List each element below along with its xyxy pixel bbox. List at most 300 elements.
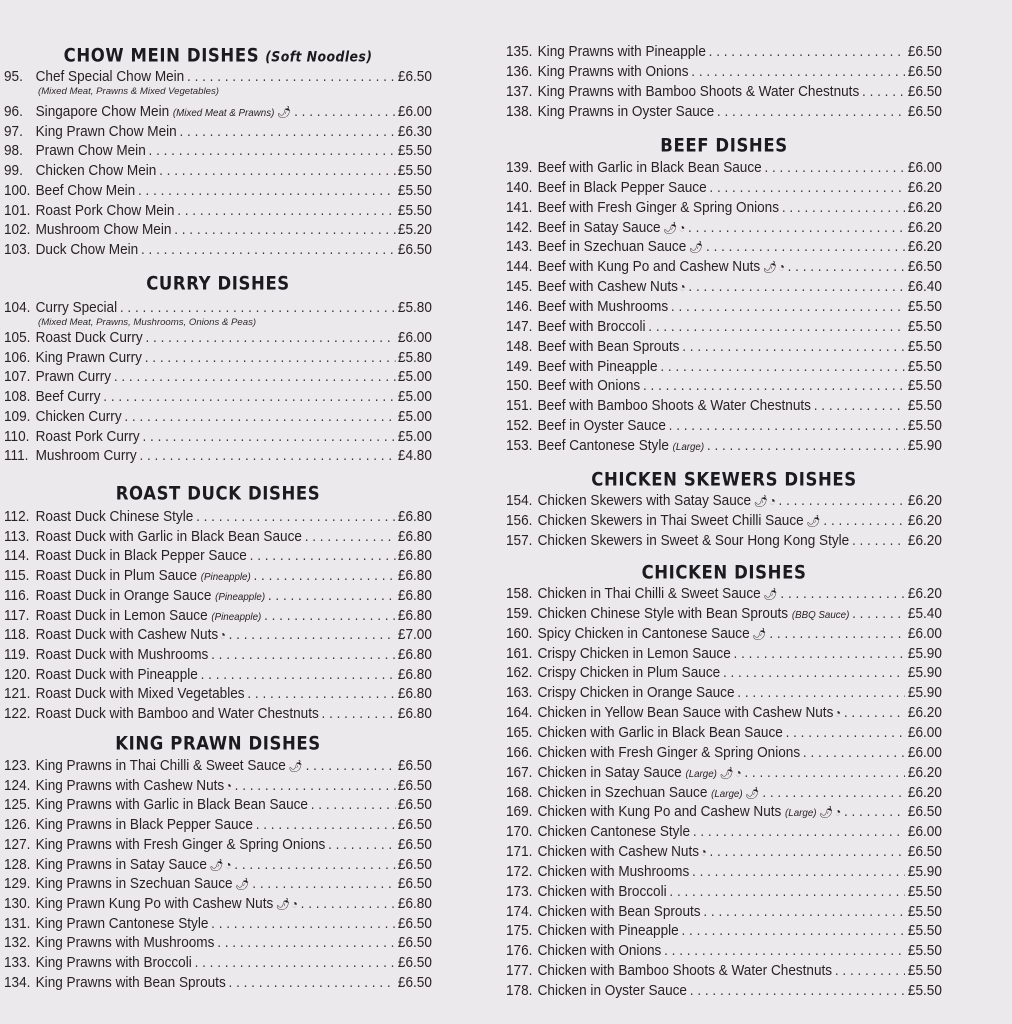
item-price: £5.50 <box>907 983 942 999</box>
menu-item <box>4 367 432 387</box>
item-number: 109. <box>4 408 31 425</box>
dot-leader <box>159 161 395 181</box>
menu-item <box>4 298 432 318</box>
dot-leader <box>669 416 905 436</box>
dot-leader <box>235 776 395 796</box>
menu-item <box>4 427 432 447</box>
dot-leader <box>103 387 395 407</box>
chili-icon: 🌶 <box>762 260 778 275</box>
nut-icon: ◔ <box>834 805 842 820</box>
dot-leader <box>664 941 905 961</box>
item-note: (Large) <box>685 767 717 780</box>
menu-item <box>4 914 432 934</box>
menu-item <box>506 511 942 531</box>
chili-icon: 🌶 <box>209 857 224 872</box>
dot-leader <box>195 953 396 973</box>
item-number: 116. <box>4 587 30 604</box>
nut-icon: ◔ <box>699 845 707 860</box>
item-price: £6.20 <box>907 493 942 509</box>
menu-item <box>506 961 942 981</box>
menu-item <box>506 644 942 664</box>
item-name: Chicken Curry <box>35 408 122 425</box>
item-price: £6.00 <box>907 824 942 841</box>
item-price: £6.80 <box>397 666 432 683</box>
menu-item <box>506 842 942 862</box>
menu-item <box>4 122 432 142</box>
item-number: 108. <box>4 389 31 406</box>
dot-leader <box>691 62 905 82</box>
item-name: Chicken Skewers with Satay Sauce <box>537 493 752 509</box>
item-price: £5.50 <box>397 143 432 160</box>
item-name: Spicy Chicken in Cantonese Sauce <box>537 625 750 642</box>
item-number: 132. <box>4 935 31 952</box>
dot-leader <box>146 328 396 348</box>
section-title: CURRY DISHES <box>146 272 290 295</box>
item-name: Chicken Chow Mein <box>35 163 157 180</box>
dot-leader <box>120 298 395 318</box>
item-name: Beef with Fresh Ginger & Spring Onions <box>537 199 780 216</box>
item-price: £6.50 <box>397 974 432 991</box>
dot-leader <box>681 921 905 941</box>
item-number: 153. <box>506 437 533 454</box>
item-number: 113. <box>4 528 30 545</box>
nut-icon: ◔ <box>778 260 785 275</box>
menu-item <box>506 297 942 317</box>
item-number: 100. <box>4 182 31 199</box>
dot-leader <box>671 297 905 317</box>
item-number: 173. <box>506 883 533 900</box>
item-name: Prawn Chow Mein <box>35 143 146 160</box>
item-price: £6.80 <box>397 548 432 565</box>
menu-item <box>4 181 432 201</box>
menu-item <box>4 625 432 645</box>
menu-item <box>506 783 942 803</box>
item-price: £6.50 <box>397 836 432 853</box>
item-price: £6.20 <box>907 586 942 602</box>
item-price: £6.00 <box>397 330 432 346</box>
item-number: 178. <box>506 983 533 999</box>
menu-item <box>4 815 432 835</box>
dot-leader <box>264 606 395 626</box>
item-name: Beef with Pineapple <box>537 358 658 375</box>
item-name: Singapore Chow Mein <box>35 104 170 120</box>
item-name: Chicken with Bean Sprouts <box>537 903 701 920</box>
menu-item <box>506 62 942 82</box>
item-price: £5.50 <box>397 182 432 199</box>
dot-leader <box>780 584 905 604</box>
menu-item <box>4 795 432 815</box>
item-number: 114. <box>4 548 30 565</box>
section-title: BEEF DISHES <box>660 134 788 157</box>
item-price: £6.20 <box>907 239 942 256</box>
menu-item <box>506 941 942 961</box>
item-price: £6.50 <box>907 259 942 276</box>
dot-leader <box>762 783 905 803</box>
menu-item <box>506 218 942 238</box>
dot-leader <box>187 67 395 87</box>
dot-leader <box>744 763 905 783</box>
item-price: £7.00 <box>397 627 432 644</box>
item-name: King Prawn Curry <box>35 349 142 366</box>
item-price: £5.50 <box>907 378 942 395</box>
menu-item <box>4 328 432 348</box>
item-number: 162. <box>506 665 533 682</box>
menu-item <box>506 902 942 922</box>
item-price: £6.20 <box>907 219 942 236</box>
item-name: Chicken with Mushrooms <box>537 863 690 880</box>
item-number: 140. <box>506 179 533 196</box>
item-number: 137. <box>506 83 533 100</box>
menu-item <box>4 446 432 466</box>
dot-leader <box>779 491 906 511</box>
menu-item <box>4 665 432 685</box>
item-number: 168. <box>506 784 533 801</box>
item-price: £6.50 <box>397 955 432 971</box>
dot-leader <box>322 704 396 724</box>
item-price: £5.40 <box>907 605 942 622</box>
item-number: 154. <box>506 493 533 509</box>
item-number: 104. <box>4 300 31 316</box>
item-number: 119. <box>4 646 30 663</box>
dot-leader <box>211 645 395 665</box>
dot-leader <box>693 822 905 842</box>
dot-leader <box>196 507 395 527</box>
item-price: £6.50 <box>397 758 432 774</box>
item-name: Roast Duck with Bamboo and Water Chestnuts <box>35 706 319 722</box>
item-number: 103. <box>4 241 31 258</box>
item-name: Chicken with Broccoli <box>537 883 667 900</box>
menu-item <box>4 894 432 914</box>
dot-leader <box>862 82 905 102</box>
menu-item <box>4 874 432 894</box>
dot-leader <box>142 427 395 447</box>
item-name: Mushroom Chow Mein <box>35 222 172 239</box>
item-name: King Prawn Cantonese Style <box>35 915 209 932</box>
item-name: Crispy Chicken in Plum Sauce <box>537 665 721 682</box>
item-name: Chicken in Szechuan Sauce <box>537 784 708 801</box>
dot-leader <box>252 874 395 894</box>
dot-leader <box>688 277 905 297</box>
item-number: 166. <box>506 744 533 761</box>
chili-icon: 🌶 <box>752 626 767 641</box>
section-heading <box>4 733 432 754</box>
item-number: 176. <box>506 943 533 960</box>
item-number: 138. <box>506 103 533 120</box>
item-number: 106. <box>4 349 31 366</box>
item-price: £6.50 <box>907 844 942 861</box>
dot-leader <box>124 407 395 427</box>
item-number: 170. <box>506 824 533 841</box>
item-name: Beef with Broccoli <box>537 318 646 335</box>
item-name: Roast Pork Curry <box>35 428 140 445</box>
dot-leader <box>814 396 905 416</box>
dot-leader <box>306 756 396 776</box>
dot-leader <box>174 220 395 240</box>
chili-icon: 🌶 <box>719 765 734 780</box>
dot-leader <box>835 961 905 981</box>
item-name: Chicken with Kung Po and Cashew Nuts <box>537 804 782 821</box>
menu-item <box>506 882 942 902</box>
dot-leader <box>692 862 905 882</box>
item-name: Beef with Kung Po and Cashew Nuts <box>537 259 761 276</box>
item-price: £6.00 <box>907 744 942 761</box>
item-number: 127. <box>4 836 31 853</box>
menu-item <box>4 407 432 427</box>
menu-item <box>4 201 432 221</box>
item-name: Beef Chow Mein <box>35 182 136 199</box>
menu-item <box>4 855 432 875</box>
item-price: £5.90 <box>907 863 942 880</box>
item-number: 149. <box>506 358 533 375</box>
menu-item <box>506 822 942 842</box>
menu-item <box>506 531 942 551</box>
menu-item <box>506 683 942 703</box>
item-number: 117. <box>4 607 30 624</box>
menu-item <box>506 584 942 604</box>
item-price: £5.00 <box>397 428 432 445</box>
item-price: £6.50 <box>397 777 432 794</box>
item-price: £6.20 <box>907 764 942 781</box>
item-name: Chicken in Oyster Sauce <box>537 983 687 999</box>
dot-leader <box>852 604 905 624</box>
menu-item <box>506 663 942 683</box>
item-name: Roast Duck with Pineapple <box>35 666 198 683</box>
item-number: 128. <box>4 856 31 873</box>
item-price: £5.90 <box>907 437 942 454</box>
section-title: CHOW MEIN DISHES <box>63 44 260 67</box>
item-note: (Pineapple) <box>211 610 262 623</box>
menu-item <box>506 82 942 102</box>
menu-item <box>506 42 942 62</box>
dot-leader <box>688 218 905 238</box>
item-number: 118. <box>4 627 30 644</box>
item-price: £6.80 <box>397 895 432 912</box>
item-price: £6.80 <box>397 509 432 525</box>
item-number: 105. <box>4 330 31 346</box>
item-price: £6.50 <box>907 83 942 100</box>
menu-item <box>4 387 432 407</box>
item-price: £4.80 <box>397 448 432 465</box>
menu-item <box>4 684 432 704</box>
menu-item <box>506 317 942 337</box>
item-number: 134. <box>4 974 31 991</box>
menu-item <box>506 491 942 511</box>
item-name: King Prawns with Mushrooms <box>35 935 215 952</box>
item-number: 111. <box>4 448 29 465</box>
dot-leader <box>201 665 396 685</box>
dot-leader <box>234 855 395 875</box>
dot-leader <box>211 914 395 934</box>
menu-item <box>506 624 942 644</box>
dot-leader <box>703 902 905 922</box>
item-number: 150. <box>506 378 533 395</box>
item-number: 96. <box>4 104 23 120</box>
item-number: 136. <box>506 63 533 80</box>
item-price: £6.50 <box>397 876 432 893</box>
menu-item <box>506 981 942 1001</box>
item-name: Beef Curry <box>35 389 101 406</box>
item-name: Curry Special <box>35 300 118 316</box>
dot-leader <box>710 842 906 862</box>
chili-icon: 🌶 <box>819 805 834 820</box>
item-name: Chef Special Chow Mein <box>35 69 185 85</box>
dot-leader <box>709 178 905 198</box>
item-number: 133. <box>4 955 31 971</box>
item-price: £6.80 <box>397 528 432 545</box>
item-number: 157. <box>506 532 533 549</box>
item-name: Roast Duck in Lemon Sauce <box>35 607 208 624</box>
item-name: Roast Duck Curry <box>35 330 143 346</box>
item-price: £5.90 <box>907 685 942 702</box>
dot-leader <box>177 201 395 221</box>
item-price: £6.20 <box>907 512 942 529</box>
menu-item <box>506 763 942 783</box>
menu-item <box>506 723 942 743</box>
section-title: KING PRAWN DISHES <box>115 732 321 755</box>
item-price: £6.00 <box>907 160 942 176</box>
item-price: £6.00 <box>907 724 942 741</box>
item-number: 148. <box>506 338 533 355</box>
item-number: 159. <box>506 605 533 622</box>
item-price: £5.90 <box>907 645 942 662</box>
nut-icon: ◔ <box>678 220 686 235</box>
nut-icon: ◔ <box>678 280 686 295</box>
dot-leader <box>149 141 396 161</box>
item-price: £6.80 <box>397 587 432 604</box>
item-number: 97. <box>4 123 23 140</box>
item-name: Beef with Garlic in Black Bean Sauce <box>537 160 762 176</box>
item-price: £5.80 <box>397 300 432 316</box>
item-price: £5.00 <box>397 389 432 406</box>
item-price: £5.50 <box>907 318 942 335</box>
menu-item <box>506 396 942 416</box>
chili-icon: 🌶 <box>745 785 760 800</box>
dot-leader <box>247 684 395 704</box>
item-name: Chicken in Yellow Bean Sauce with Cashew Nuts <box>537 705 834 722</box>
item-name: Roast Duck with Mushrooms <box>35 646 209 663</box>
nut-icon: ◔ <box>769 494 776 508</box>
item-name: King Prawn Chow Mein <box>35 123 177 140</box>
section-heading <box>506 135 942 156</box>
item-price: £6.50 <box>907 103 942 120</box>
item-note: (Large) <box>785 807 817 820</box>
menu-item <box>4 933 432 953</box>
item-name: Chicken Skewers in Thai Sweet Chilli Sauce <box>537 512 804 529</box>
item-number: 151. <box>506 398 533 415</box>
item-number: 130. <box>4 895 31 912</box>
dot-leader <box>782 198 905 218</box>
item-price: £6.50 <box>397 241 432 258</box>
item-price: £5.20 <box>397 222 432 239</box>
item-name: Roast Duck in Plum Sauce <box>35 568 198 585</box>
chili-icon: 🌶 <box>753 494 769 508</box>
item-number: 129. <box>4 876 31 893</box>
item-price: £6.40 <box>907 279 942 296</box>
menu-item <box>4 566 432 586</box>
section-title: CHICKEN SKEWERS DISHES <box>591 468 857 491</box>
section-heading <box>4 483 432 504</box>
dot-leader <box>769 624 905 644</box>
item-note: (BBQ Sauce) <box>791 608 850 621</box>
item-description: (Mixed Meat, Prawns, Mushrooms, Onions & Peas) <box>38 317 257 328</box>
dot-leader <box>328 835 395 855</box>
section-heading <box>506 562 942 583</box>
item-price: £5.50 <box>907 943 942 960</box>
dot-leader <box>690 981 905 1001</box>
item-name: Roast Duck with Mixed Vegetables <box>35 686 245 703</box>
item-name: King Prawns in Oyster Sauce <box>537 103 715 120</box>
menu-item <box>506 416 942 436</box>
dot-leader <box>786 723 906 743</box>
item-description: (Mixed Meat, Prawns & Mixed Vegetables) <box>38 86 219 97</box>
item-note: (Large) <box>672 440 705 453</box>
item-name: Crispy Chicken in Lemon Sauce <box>537 645 731 662</box>
dot-leader <box>709 42 905 62</box>
item-price: £5.50 <box>907 883 942 900</box>
menu-item <box>506 703 942 723</box>
item-price: £5.50 <box>907 418 942 435</box>
item-name: Chicken Cantonese Style <box>537 824 691 841</box>
item-name: Beef in Oyster Sauce <box>537 418 666 435</box>
item-number: 158. <box>506 586 533 602</box>
dot-leader <box>229 973 396 993</box>
nut-icon: ◔ <box>834 706 842 721</box>
nut-icon: ◔ <box>225 778 232 793</box>
menu-item <box>506 376 942 396</box>
item-number: 107. <box>4 369 31 386</box>
dot-leader <box>660 357 905 377</box>
item-number: 141. <box>506 199 533 216</box>
item-number: 160. <box>506 625 533 642</box>
menu-item <box>4 835 432 855</box>
item-price: £5.50 <box>907 923 942 940</box>
dot-leader <box>734 644 906 664</box>
menu-item <box>4 953 432 973</box>
item-price: £5.50 <box>907 903 942 920</box>
menu-item <box>4 973 432 993</box>
item-name: King Prawns with Broccoli <box>35 955 192 971</box>
item-name: King Prawns with Garlic in Black Bean Sauce <box>35 797 308 814</box>
item-number: 135. <box>506 44 533 60</box>
nut-icon: ◔ <box>224 857 232 872</box>
menu-item <box>506 436 942 456</box>
menu-item <box>506 198 942 218</box>
item-number: 156. <box>506 512 533 529</box>
chili-icon: 🌶 <box>763 587 778 601</box>
item-price: £5.50 <box>397 202 432 219</box>
item-number: 112. <box>4 509 30 525</box>
dot-leader <box>682 337 905 357</box>
item-name: Beef with Bamboo Shoots & Water Chestnuts <box>537 398 811 415</box>
menu-item <box>506 357 942 377</box>
item-price: £6.20 <box>907 179 942 196</box>
item-number: 146. <box>506 298 533 315</box>
menu-item <box>4 507 432 527</box>
dot-leader <box>706 237 905 257</box>
item-note: (Mixed Meat & Prawns) <box>172 107 275 119</box>
item-number: 124. <box>4 777 31 794</box>
menu-item <box>506 337 942 357</box>
item-number: 163. <box>506 685 533 702</box>
item-number: 172. <box>506 863 533 880</box>
item-name: Chicken with Cashew Nuts <box>537 844 700 861</box>
item-number: 175. <box>506 923 533 940</box>
item-number: 164. <box>506 705 533 722</box>
item-name: Mushroom Curry <box>35 448 137 465</box>
menu-item <box>4 67 432 87</box>
item-name: King Prawns with Cashew Nuts <box>35 777 225 794</box>
item-name: King Prawns with Pineapple <box>537 44 706 60</box>
